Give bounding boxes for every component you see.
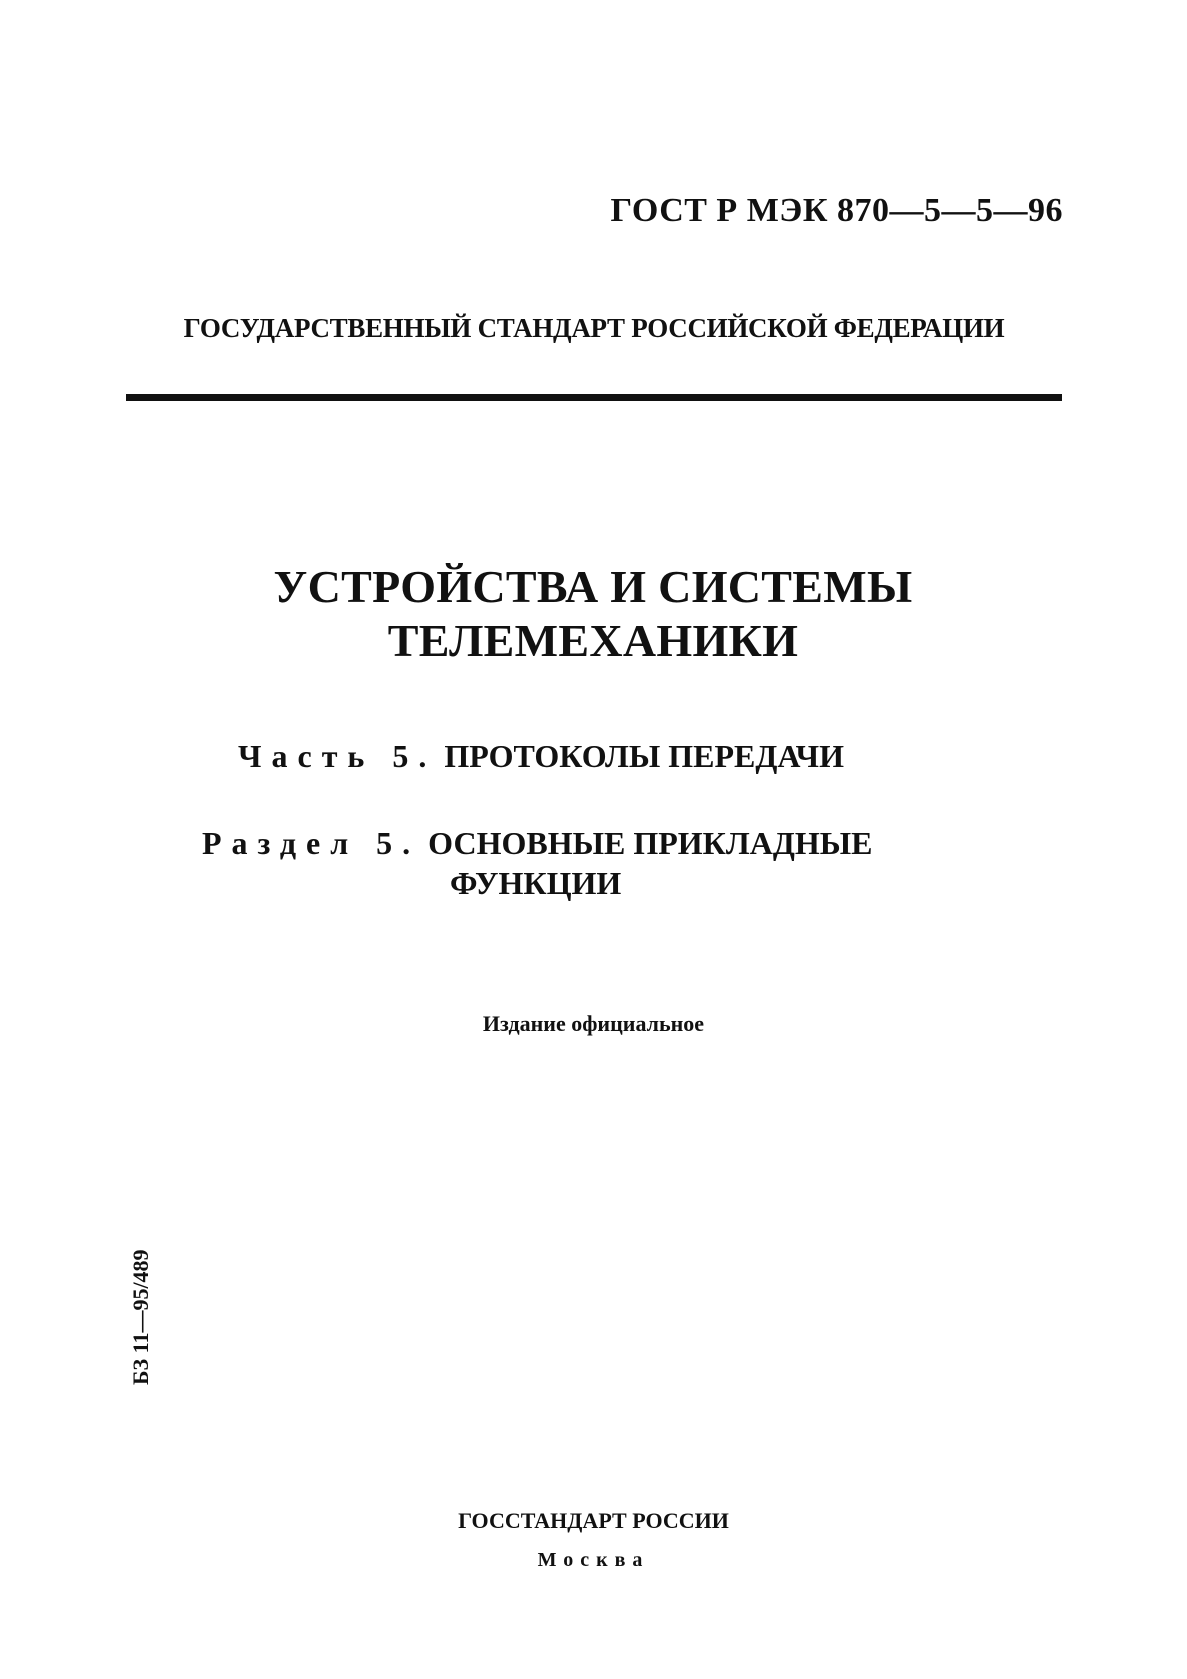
- edition-note: Издание официальное: [482, 1011, 705, 1036]
- standard-kind: ГОСУДАРСТВЕННЫЙ СТАНДАРТ РОССИЙСКОЙ ФЕДЕРАЦИИ: [183, 313, 1005, 343]
- section-label: Раздел 5.: [202, 825, 421, 861]
- section-heading: [202, 823, 873, 903]
- part-text: ПРОТОКОЛЫ ПЕРЕДАЧИ: [444, 738, 845, 774]
- section-text-line-1: ОСНОВНЫЕ ПРИКЛАДНЫЕ: [428, 825, 873, 861]
- publication-city: Москва: [537, 1549, 650, 1571]
- part-label: Часть 5.: [238, 738, 437, 774]
- side-catalog-code: БЗ 11—95/489: [128, 1249, 153, 1385]
- standard-code: ГОСТ Р МЭК 870—5—5—96: [610, 192, 1063, 229]
- title-line-1: УСТРОЙСТВА И СИСТЕМЫ: [273, 561, 913, 612]
- part-heading: [238, 738, 844, 775]
- publisher: ГОССТАНДАРТ РОССИИ: [458, 1508, 729, 1533]
- title-line-2: ТЕЛЕМЕХАНИКИ: [387, 615, 799, 666]
- section-text-line-2: ФУНКЦИИ: [450, 865, 622, 901]
- header-divider: [126, 394, 1062, 401]
- document-title: [120, 560, 1066, 668]
